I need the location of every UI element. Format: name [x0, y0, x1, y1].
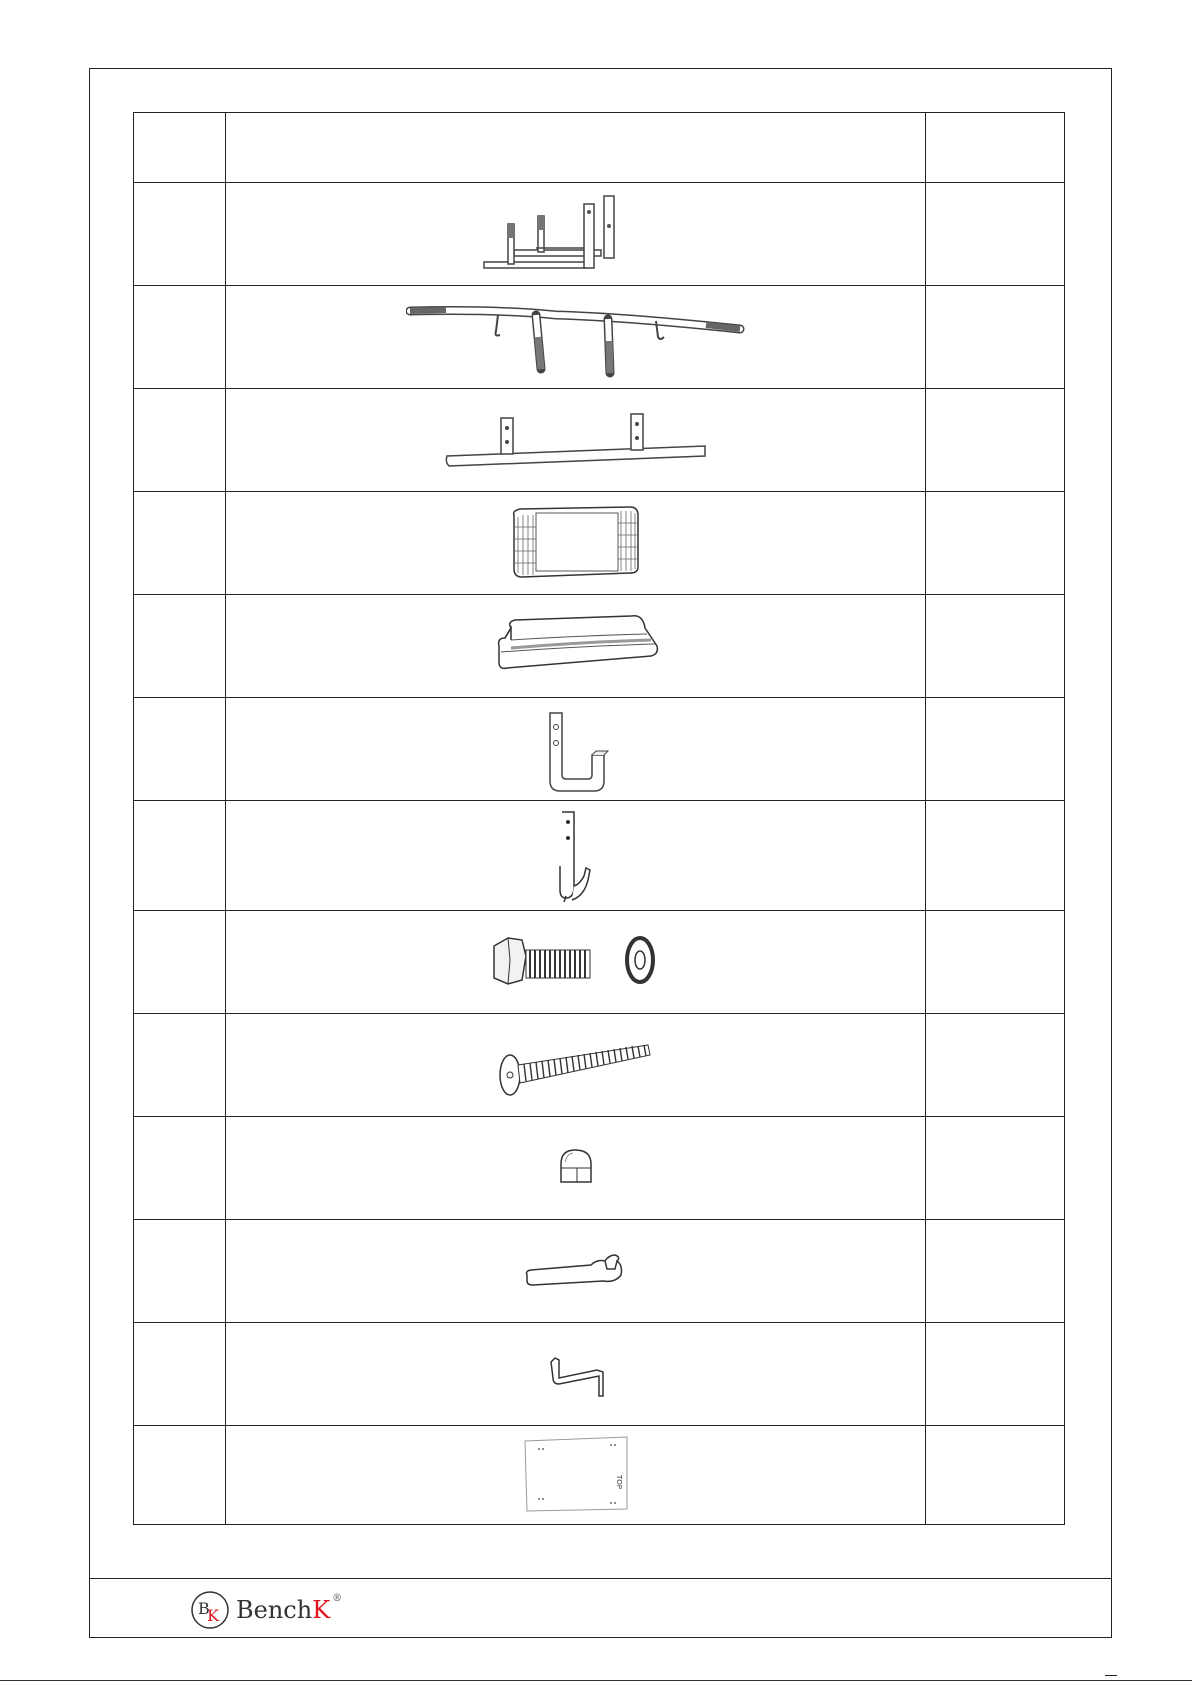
crossbar-icon — [441, 394, 711, 486]
part-qty — [926, 1014, 1065, 1117]
part-no — [134, 183, 226, 286]
registered-mark: ® — [332, 1592, 343, 1604]
pull-up-frame-icon — [476, 188, 676, 280]
template-top-label: TOP — [614, 1475, 623, 1490]
allen-key-icon — [541, 1328, 611, 1420]
table-row — [134, 911, 1065, 1014]
part-no — [134, 1014, 226, 1117]
part-qty — [926, 698, 1065, 801]
part-picture — [226, 1014, 926, 1117]
part-no — [134, 1323, 226, 1426]
curved-pad-icon — [491, 600, 661, 692]
svg-text:B: B — [198, 1599, 210, 1618]
part-picture — [226, 286, 926, 389]
part-picture — [226, 595, 926, 698]
page-corner-mark — [1105, 1675, 1117, 1676]
table-row — [134, 183, 1065, 286]
part-picture — [226, 492, 926, 595]
part-no — [134, 911, 226, 1014]
part-picture — [226, 1117, 926, 1220]
part-no — [134, 492, 226, 595]
table-row — [134, 801, 1065, 911]
bolt-washer-icon — [486, 916, 666, 1008]
part-no — [134, 1117, 226, 1220]
part-qty — [926, 286, 1065, 389]
j-hook-bracket-icon — [536, 703, 616, 795]
long-screw-icon — [496, 1019, 656, 1111]
drill-template-icon — [521, 1435, 631, 1515]
header-no — [134, 113, 226, 183]
part-qty — [926, 492, 1065, 595]
foam-pad-icon — [506, 497, 646, 589]
table-row — [134, 1014, 1065, 1117]
part-qty — [926, 911, 1065, 1014]
part-picture — [226, 801, 926, 911]
part-no — [134, 595, 226, 698]
parts-list-table — [133, 112, 1065, 1525]
part-qty — [926, 389, 1065, 492]
wrench-icon — [521, 1225, 631, 1317]
part-picture — [226, 911, 926, 1014]
table-row — [134, 698, 1065, 801]
part-qty — [926, 1323, 1065, 1426]
table-row — [134, 286, 1065, 389]
table-row — [134, 1323, 1065, 1426]
part-qty — [926, 183, 1065, 286]
part-no — [134, 1220, 226, 1323]
table-header-row — [134, 113, 1065, 183]
brand-monogram-icon — [190, 1590, 230, 1630]
part-no — [134, 286, 226, 389]
header-picture — [226, 113, 926, 183]
part-qty — [926, 801, 1065, 911]
table-row — [134, 1117, 1065, 1220]
header-qty — [926, 113, 1065, 183]
part-no — [134, 698, 226, 801]
part-picture — [226, 1323, 926, 1426]
part-no — [134, 1426, 226, 1525]
hook-icon — [546, 806, 606, 906]
part-picture — [226, 1426, 926, 1525]
part-no — [134, 801, 226, 911]
table-row — [134, 389, 1065, 492]
part-qty — [926, 1220, 1065, 1323]
table-row — [134, 492, 1065, 595]
part-picture — [226, 1220, 926, 1323]
benchk-logo — [190, 1590, 342, 1630]
table-row — [134, 595, 1065, 698]
part-no — [134, 389, 226, 492]
svg-text:K: K — [207, 1606, 219, 1625]
part-qty — [926, 1117, 1065, 1220]
pull-up-bar-icon — [406, 291, 746, 383]
table-row — [134, 1220, 1065, 1323]
cap-nut-icon — [551, 1122, 601, 1214]
brand-name: BenchK — [236, 1596, 331, 1624]
page-bottom-rule — [0, 1680, 1192, 1681]
part-qty — [926, 1426, 1065, 1525]
part-picture — [226, 389, 926, 492]
table-row — [134, 1426, 1065, 1525]
part-picture — [226, 183, 926, 286]
part-picture — [226, 698, 926, 801]
footer-divider — [89, 1578, 1112, 1579]
part-qty — [926, 595, 1065, 698]
